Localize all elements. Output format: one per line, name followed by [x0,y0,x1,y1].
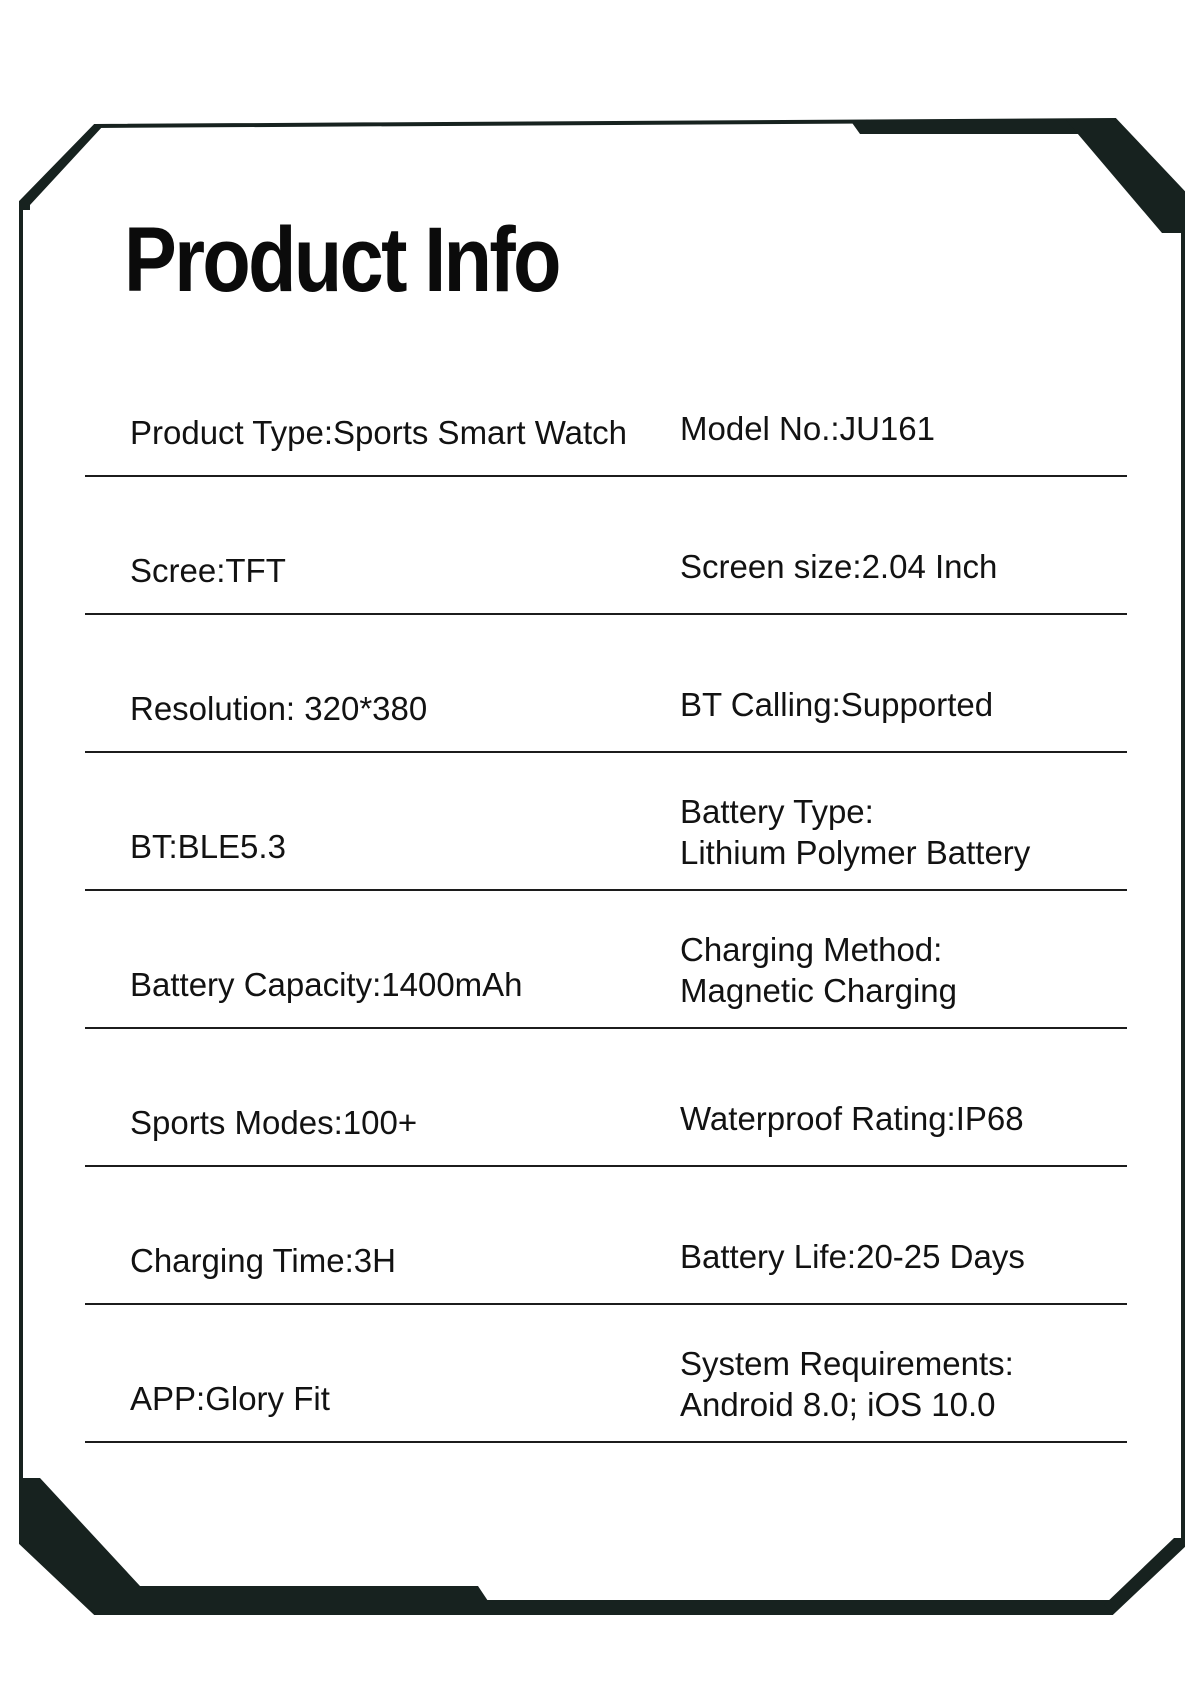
frame-bottom-bar [95,1600,1112,1613]
spec-screen-type: Scree:TFT [130,552,286,589]
page-title: Product Info [124,209,559,311]
spec-row [85,1305,1127,1443]
frame-corner-top-left [21,126,103,210]
spec-row [85,1167,1127,1305]
frame-corner-bottom-left [21,1478,490,1613]
spec-row [85,339,1127,477]
frame-corner-top-right [1066,120,1183,233]
spec-product-type: Product Type:Sports Smart Watch [130,414,628,451]
spec-row [85,891,1127,1029]
spec-charging-time: Charging Time:3H [130,1242,396,1279]
spec-charging-method [680,929,957,1011]
spec-row [85,753,1127,891]
spec-row [85,1029,1127,1167]
spec-charging-method-value: Magnetic Charging [680,972,957,1009]
spec-battery-type [680,791,1030,873]
spec-waterproof-rating: Waterproof Rating:IP68 [680,1100,1024,1137]
spec-system-requirements-value: Android 8.0; iOS 10.0 [680,1386,996,1423]
spec-battery-type-label: Battery Type: [680,793,874,830]
spec-model-number: Model No.:JU161 [680,410,935,447]
spec-screen-size: Screen size:2.04 Inch [680,548,998,585]
frame-corner-bottom-right [1104,1538,1183,1613]
spec-row [85,615,1127,753]
spec-table [85,339,1127,1443]
spec-sports-modes: Sports Modes:100+ [130,1104,418,1141]
spec-battery-life: Battery Life:20-25 Days [680,1238,1025,1275]
spec-resolution: Resolution: 320*380 [130,690,428,727]
spec-bluetooth: BT:BLE5.3 [130,828,286,865]
spec-row [85,477,1127,615]
spec-charging-method-label: Charging Method: [680,931,943,968]
spec-app: APP:Glory Fit [130,1380,330,1417]
spec-system-requirements [680,1343,1014,1425]
spec-bt-calling: BT Calling:Supported [680,686,994,723]
spec-battery-type-value: Lithium Polymer Battery [680,834,1031,871]
spec-battery-capacity: Battery Capacity:1400mAh [130,966,523,1003]
spec-system-requirements-label: System Requirements: [680,1345,1014,1382]
